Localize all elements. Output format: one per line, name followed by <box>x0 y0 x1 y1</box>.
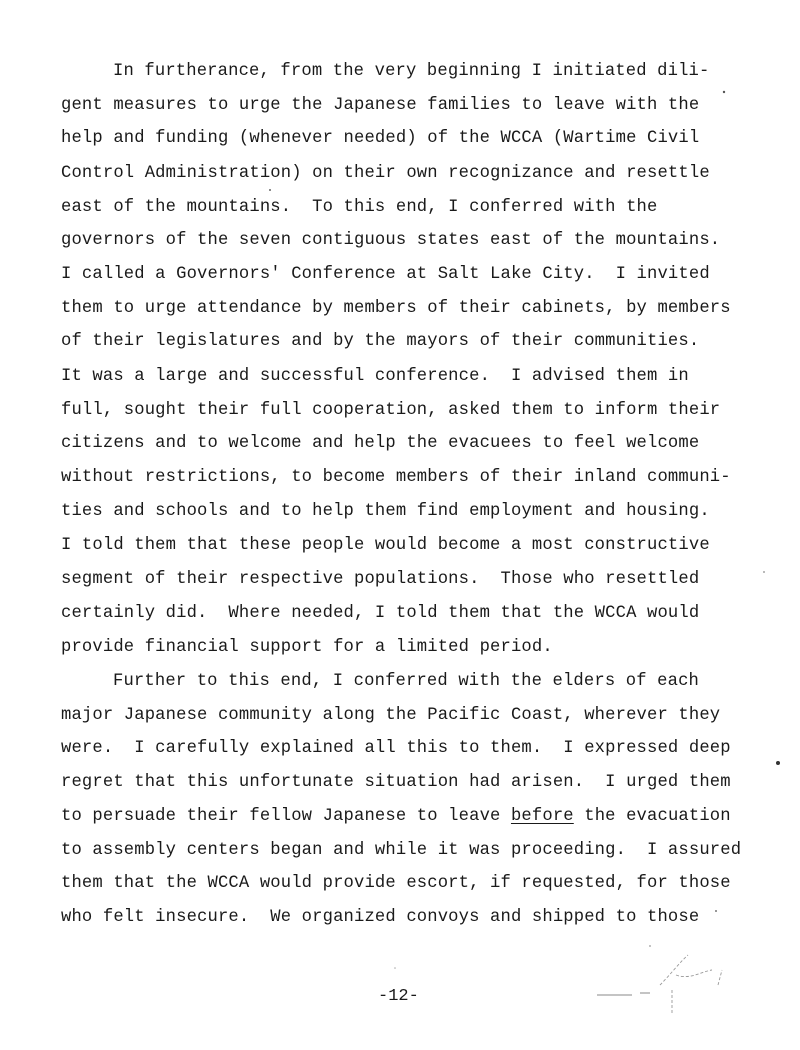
text-line-20: major Japanese community along the Pacific Coast, wherever they <box>61 706 721 725</box>
text-line-5: east of the mountains. To this end, I conferred with the <box>61 198 658 217</box>
text-line-14: ties and schools and to help them find employment and housing. <box>61 502 710 521</box>
text-line-4: Control Administration) on their own recognizance and resettle <box>61 164 710 183</box>
text-line-21: were. I carefully explained all this to them. I expressed deep <box>61 739 731 758</box>
page-number: -12- <box>378 987 419 1006</box>
underlined-word: before <box>510 807 574 826</box>
text-line-25: them that the WCCA would provide escort, if requested, for those <box>61 874 731 893</box>
text-line-10: It was a large and successful conference. I advised them in <box>61 367 689 386</box>
text-line-6: governors of the seven contiguous states east of the mountains. <box>61 231 721 250</box>
text-line-3: help and funding (whenever needed) of the WCCA (Wartime Civil <box>61 129 700 148</box>
text-line-13: without restrictions, to become members of their inland communi- <box>61 468 731 487</box>
text-line-1: In furtherance, from the very beginning I initiated dili- <box>113 62 710 81</box>
text-line-23-end: the evacuation <box>573 807 731 826</box>
text-line-18: provide financial support for a limited period. <box>61 638 553 657</box>
text-line-22: regret that this unfortunate situation had arisen. I urged them <box>61 773 731 792</box>
text-line-8: them to urge attendance by members of their cabinets, by members <box>61 299 731 318</box>
text-line-24: to assembly centers began and while it was proceeding. I assured <box>61 841 742 860</box>
text-line-17: certainly did. Where needed, I told them that the WCCA would <box>61 604 700 623</box>
text-line-2: gent measures to urge the Japanese families to leave with the <box>61 96 700 115</box>
text-line-16: segment of their respective populations. Those who resettled <box>61 570 700 589</box>
text-line-23-start: to persuade their fellow Japanese to leave <box>61 807 511 826</box>
text-line-15: I told them that these people would become a most constructive <box>61 536 710 555</box>
text-line-7: I called a Governors' Conference at Salt Lake City. I invited <box>61 265 710 284</box>
text-line-12: citizens and to welcome and help the evacuees to feel welcome <box>61 434 700 453</box>
text-line-19: Further to this end, I conferred with the elders of each <box>113 672 699 691</box>
text-line-11: full, sought their full cooperation, asked them to inform their <box>61 401 721 420</box>
text-line-9: of their legislatures and by the mayors of their communities. <box>61 332 700 351</box>
text-line-23 <box>61 807 731 827</box>
text-line-26: who felt insecure. We organized convoys and shipped to those <box>61 908 700 927</box>
